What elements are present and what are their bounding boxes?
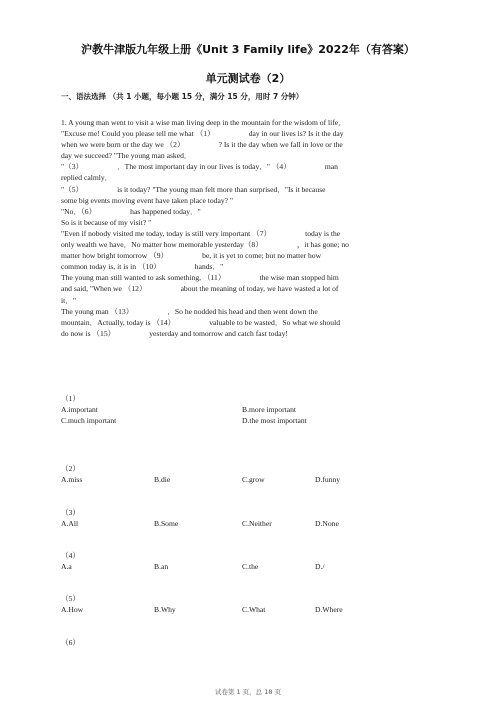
question-number: （6） — [61, 638, 80, 647]
question-item — [61, 550, 437, 572]
question-number: （1） — [61, 394, 80, 403]
question-item — [61, 507, 437, 529]
answer-option[interactable]: D.the most important — [242, 416, 307, 425]
answer-option[interactable]: C.What — [242, 605, 266, 614]
passage-line — [61, 228, 437, 239]
passage-text: be, it is yet to come; but no matter how — [202, 251, 322, 261]
passage-line — [61, 239, 437, 250]
answer-option[interactable]: D.None — [315, 519, 339, 528]
passage-text: man — [324, 162, 338, 172]
passage-text: yesterday and tomorrow and catch fast today! — [149, 328, 288, 338]
passage-text: hands．" — [194, 262, 224, 272]
passage-text: about the meaning of today, we have wasted a lot of — [180, 284, 339, 294]
passage-text: So is it because of my visit? " — [61, 217, 152, 227]
question-number: （3） — [61, 508, 80, 517]
reading-passage — [61, 117, 437, 339]
answer-option[interactable]: A.a — [61, 562, 72, 571]
passage-text: 1. A young man went to visit a wise man living deep in the mountain for the wisdom of life． — [61, 118, 346, 127]
question-item — [61, 463, 437, 485]
passage-text: the wise man stopped him — [259, 273, 339, 283]
passage-text: day we succeed? "The young man asked． — [61, 151, 192, 161]
question-item — [61, 593, 437, 615]
passage-line — [61, 328, 437, 339]
passage-text: day in our lives is? Is it the day — [248, 129, 344, 139]
question-number: （5） — [61, 594, 80, 603]
passage-text: some big events moving event have taken place today? " — [61, 195, 234, 205]
answer-option[interactable]: C.Neither — [242, 519, 272, 528]
section-heading: 一、语法选择 （共 1 小题，每小题 15 分，满分 15 分，用时 7 分钟） — [61, 92, 304, 101]
passage-text: today is the — [305, 228, 341, 238]
passage-text: ，it has gone; no — [296, 240, 349, 250]
passage-line — [61, 172, 437, 183]
answer-option[interactable]: C.the — [242, 562, 259, 571]
answer-option[interactable]: A.How — [61, 605, 84, 614]
passage-text: mountain．Actually, today is （14） — [61, 317, 176, 327]
passage-text: "Excuse me! Could you please tell me what （1） — [61, 129, 215, 139]
exam-subtitle: 单元测试卷（2） — [205, 72, 291, 85]
passage-text: only wealth we have．No matter how memorable yesterday（8） — [61, 240, 263, 250]
passage-text: "Even if nobody visited me today, today is still very important （7） — [61, 228, 272, 238]
passage-line — [61, 161, 437, 172]
passage-line — [61, 184, 437, 195]
question-item — [61, 637, 437, 648]
passage-line — [61, 195, 437, 206]
passage-text: ? Is it the day when we fall in love or the — [218, 140, 343, 150]
passage-line — [61, 206, 437, 217]
passage-line — [61, 295, 437, 306]
answer-option[interactable]: D./ — [315, 562, 325, 571]
passage-text: do now is （15） — [61, 328, 116, 338]
passage-text: "（3） — [61, 162, 84, 172]
passage-line — [61, 139, 437, 150]
passage-text: when we were born or the day we （2） — [61, 140, 185, 150]
answer-option[interactable]: B.Some — [154, 519, 179, 528]
passage-text: has happened today．" — [130, 206, 201, 216]
passage-line — [61, 250, 437, 261]
passage-text: replied calmly． — [61, 173, 113, 183]
passage-text: The young man still wanted to ask something, （11） — [61, 273, 226, 283]
passage-text: The young man （13） — [61, 306, 134, 316]
passage-line — [61, 306, 437, 317]
passage-text: "（5） — [61, 184, 84, 194]
answer-option[interactable]: A.important — [61, 405, 98, 414]
passage-line — [61, 261, 437, 272]
exam-title: 沪教牛津版九年级上册《Unit 3 Family life》2022年（有答案） — [81, 43, 415, 56]
question-item — [61, 393, 437, 426]
answer-option[interactable]: D.funny — [315, 475, 341, 484]
answer-option[interactable]: B.die — [154, 475, 171, 484]
passage-text: ．The most important day in our lives is today．" （4） — [117, 162, 291, 172]
passage-text: "No．（6） — [61, 206, 97, 216]
page-footer: 试卷第 1 页，总 18 页 — [214, 688, 282, 696]
passage-text: is it today? "The young man felt more than surprised．"Is it because — [117, 184, 326, 194]
answer-option[interactable]: C.grow — [242, 475, 265, 484]
question-number: （2） — [61, 464, 80, 473]
passage-line — [61, 150, 437, 161]
passage-text: and said, "When we （12） — [61, 284, 147, 294]
answer-option[interactable]: D.Where — [315, 605, 343, 614]
question-number: （4） — [61, 551, 80, 560]
answer-option[interactable]: A.miss — [61, 475, 83, 484]
passage-line — [61, 128, 437, 139]
passage-text: common today is, it is in （10） — [61, 262, 161, 272]
passage-text: valuable to be wasted．So what we should — [209, 317, 341, 327]
passage-line — [61, 272, 437, 283]
passage-line — [61, 317, 437, 328]
passage-line — [61, 117, 437, 128]
passage-line — [61, 217, 437, 228]
passage-text: it．" — [61, 295, 76, 305]
passage-text: ．So he nodded his head and then went down the — [167, 306, 318, 316]
passage-text: matter how bright tomorrow （9） — [61, 251, 169, 261]
answer-option[interactable]: A.All — [61, 519, 79, 528]
passage-line — [61, 283, 437, 294]
answer-option[interactable]: C.much important — [61, 416, 117, 425]
answer-option[interactable]: B.an — [154, 562, 169, 571]
answer-option[interactable]: B.Why — [154, 605, 176, 614]
answer-option[interactable]: B.more important — [242, 405, 296, 414]
